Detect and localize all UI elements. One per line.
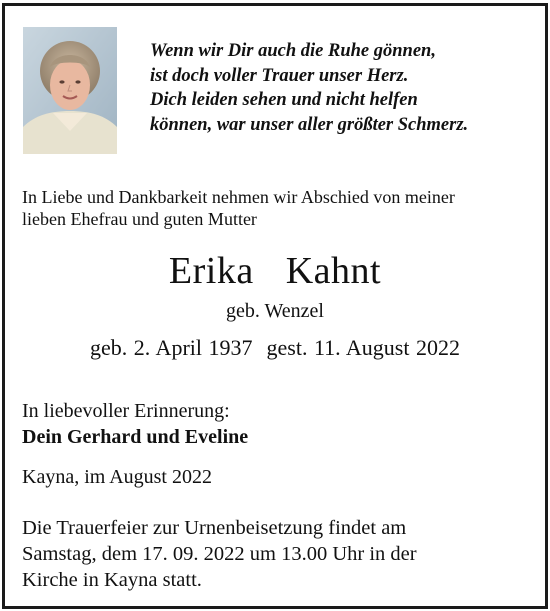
funeral-line: Kirche in Kayna statt.	[22, 569, 202, 591]
intro-text	[22, 186, 455, 230]
funeral-notice	[22, 515, 417, 593]
portrait-photo	[23, 27, 117, 154]
signers: Dein Gerhard und Eveline	[22, 426, 249, 448]
poem-line: können, war unser aller größter Schmerz.	[150, 114, 469, 135]
place-date: Kayna, im August 2022	[22, 466, 212, 488]
maiden-name: geb. Wenzel	[226, 300, 324, 322]
funeral-line: Die Trauerfeier zur Urnenbeisetzung findet am	[22, 517, 407, 539]
poem-line: Dich leiden sehen und nicht helfen	[150, 90, 418, 110]
poem-line: ist doch voller Trauer unser Herz.	[150, 65, 409, 86]
intro-line: In Liebe und Dankbarkeit nehmen wir Abschied von meiner	[22, 187, 455, 207]
death-date: gest. 11. August 2022	[266, 335, 460, 360]
funeral-line: Samstag, dem 17. 09. 2022 um 13.00 Uhr in der	[22, 543, 417, 565]
birth-date: geb. 2. April 1937	[90, 335, 253, 360]
poem-line: Wenn wir Dir auch die Ruhe gönnen,	[150, 41, 436, 61]
life-dates	[5, 334, 545, 362]
obituary-card	[2, 3, 548, 609]
deceased-name: Erika Kahnt	[168, 250, 382, 292]
portrait-image	[23, 27, 117, 154]
intro-line: lieben Ehefrau und guten Mutter	[22, 209, 257, 229]
memory-label: In liebevoller Erinnerung:	[22, 400, 230, 422]
poem	[150, 39, 540, 137]
